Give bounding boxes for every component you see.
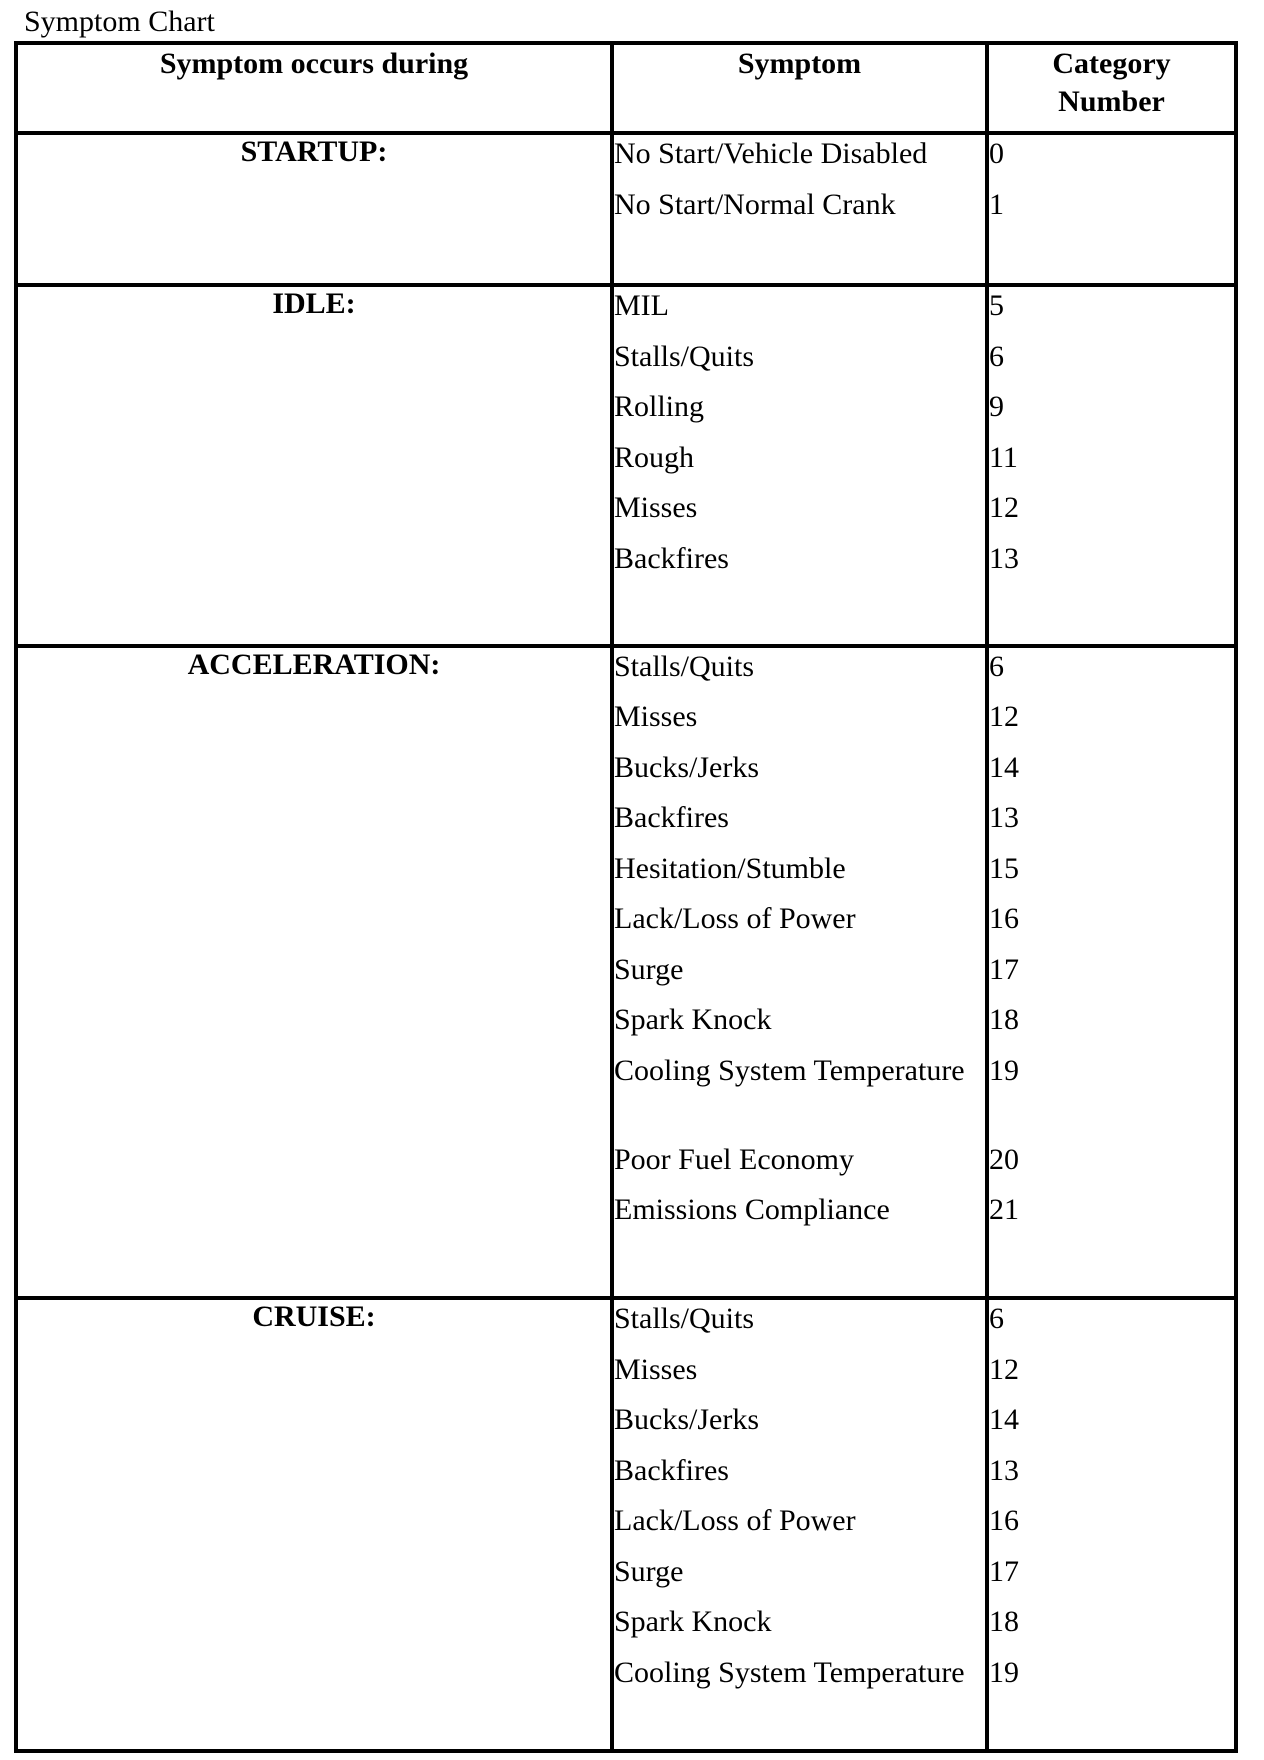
header-symptom: Symptom (612, 43, 987, 133)
symptom-chart-table (14, 41, 1238, 1753)
category-number: 16 (989, 1504, 1019, 1538)
symptom-item: Lack/Loss of Power (614, 1504, 856, 1538)
symptom-item: Surge (614, 952, 684, 986)
category-number: 13 (989, 801, 1019, 835)
header-number-line: Number (1058, 85, 1165, 118)
symptom-item: Backfires (614, 1453, 729, 1487)
group-startup (16, 133, 1236, 285)
category-number: 9 (989, 390, 1004, 424)
category-number: 13 (989, 1453, 1019, 1487)
symptom-item: Lack/Loss of Power (614, 902, 856, 936)
category-number: 19 (989, 1655, 1019, 1689)
category-number: 21 (989, 1193, 1019, 1227)
symptom-item: Rolling (614, 390, 705, 424)
symptom-item: Rough (614, 440, 695, 474)
symptom-item: No Start/Vehicle Disabled (614, 137, 928, 170)
symptom-item: Spark Knock (614, 1003, 772, 1037)
symptom-cell (612, 285, 987, 646)
category-number: 18 (989, 1003, 1019, 1037)
category-number: 20 (989, 1142, 1019, 1176)
category-number: 6 (989, 1302, 1004, 1336)
symptom-item: MIL (614, 289, 669, 323)
symptom-item: Surge (614, 1554, 684, 1588)
category-number: 12 (989, 491, 1019, 525)
symptom-item: No Start/Normal Crank (614, 187, 896, 221)
symptom-item: Bucks/Jerks (614, 750, 759, 784)
symptom-item: Cooling System Temperature (614, 1655, 965, 1689)
symptom-cell (612, 646, 987, 1299)
category-number-cell (987, 646, 1236, 1299)
phase-label: CRUISE: (16, 1298, 612, 1751)
category-number: 17 (989, 952, 1019, 986)
category-number: 14 (989, 750, 1019, 784)
category-number: 12 (989, 1352, 1019, 1386)
symptom-item: Misses (614, 491, 698, 525)
category-number: 19 (989, 1053, 1019, 1087)
category-number-cell (987, 285, 1236, 646)
symptom-item: Stalls/Quits (614, 1302, 755, 1336)
category-number: 14 (989, 1403, 1019, 1437)
category-number: 16 (989, 902, 1019, 936)
group-acceleration (16, 646, 1236, 1299)
category-number: 6 (989, 339, 1004, 373)
category-number: 12 (989, 700, 1019, 734)
symptom-item: Hesitation/Stumble (614, 851, 846, 885)
category-number: 5 (989, 289, 1004, 323)
category-number-cell (987, 1298, 1236, 1751)
symptom-item: Stalls/Quits (614, 339, 755, 373)
symptom-item: Misses (614, 700, 698, 734)
document-caption: Symptom Chart (24, 5, 215, 38)
symptom-item: Spark Knock (614, 1605, 772, 1639)
phase-label: STARTUP: (16, 133, 612, 285)
symptom-item: Backfires (614, 801, 729, 835)
header-category-line: Category (1052, 47, 1171, 80)
symptom-item: Poor Fuel Economy (614, 1142, 854, 1176)
symptom-item: Emissions Compliance (614, 1193, 890, 1227)
category-number: 17 (989, 1554, 1019, 1588)
symptom-item: Cooling System Temperature (614, 1053, 965, 1087)
symptom-cell (612, 133, 987, 285)
group-cruise (16, 1298, 1236, 1751)
symptom-item: Bucks/Jerks (614, 1403, 759, 1437)
symptom-item: Stalls/Quits (614, 649, 755, 683)
header-row (16, 43, 1236, 133)
phase-label: ACCELERATION: (16, 646, 612, 1299)
symptom-item: Backfires (614, 541, 729, 575)
symptom-cell (612, 1298, 987, 1751)
header-category-number (987, 43, 1236, 133)
header-symptom-occurs-during: Symptom occurs during (16, 43, 612, 133)
category-number: 0 (989, 137, 1004, 170)
category-number: 6 (989, 649, 1004, 683)
symptom-item: Misses (614, 1352, 698, 1386)
group-idle (16, 285, 1236, 646)
category-number: 15 (989, 851, 1019, 885)
category-number: 1 (989, 187, 1004, 221)
category-number: 13 (989, 541, 1019, 575)
category-number: 18 (989, 1605, 1019, 1639)
phase-label: IDLE: (16, 285, 612, 646)
category-number: 11 (989, 440, 1018, 474)
category-number-cell (987, 133, 1236, 285)
